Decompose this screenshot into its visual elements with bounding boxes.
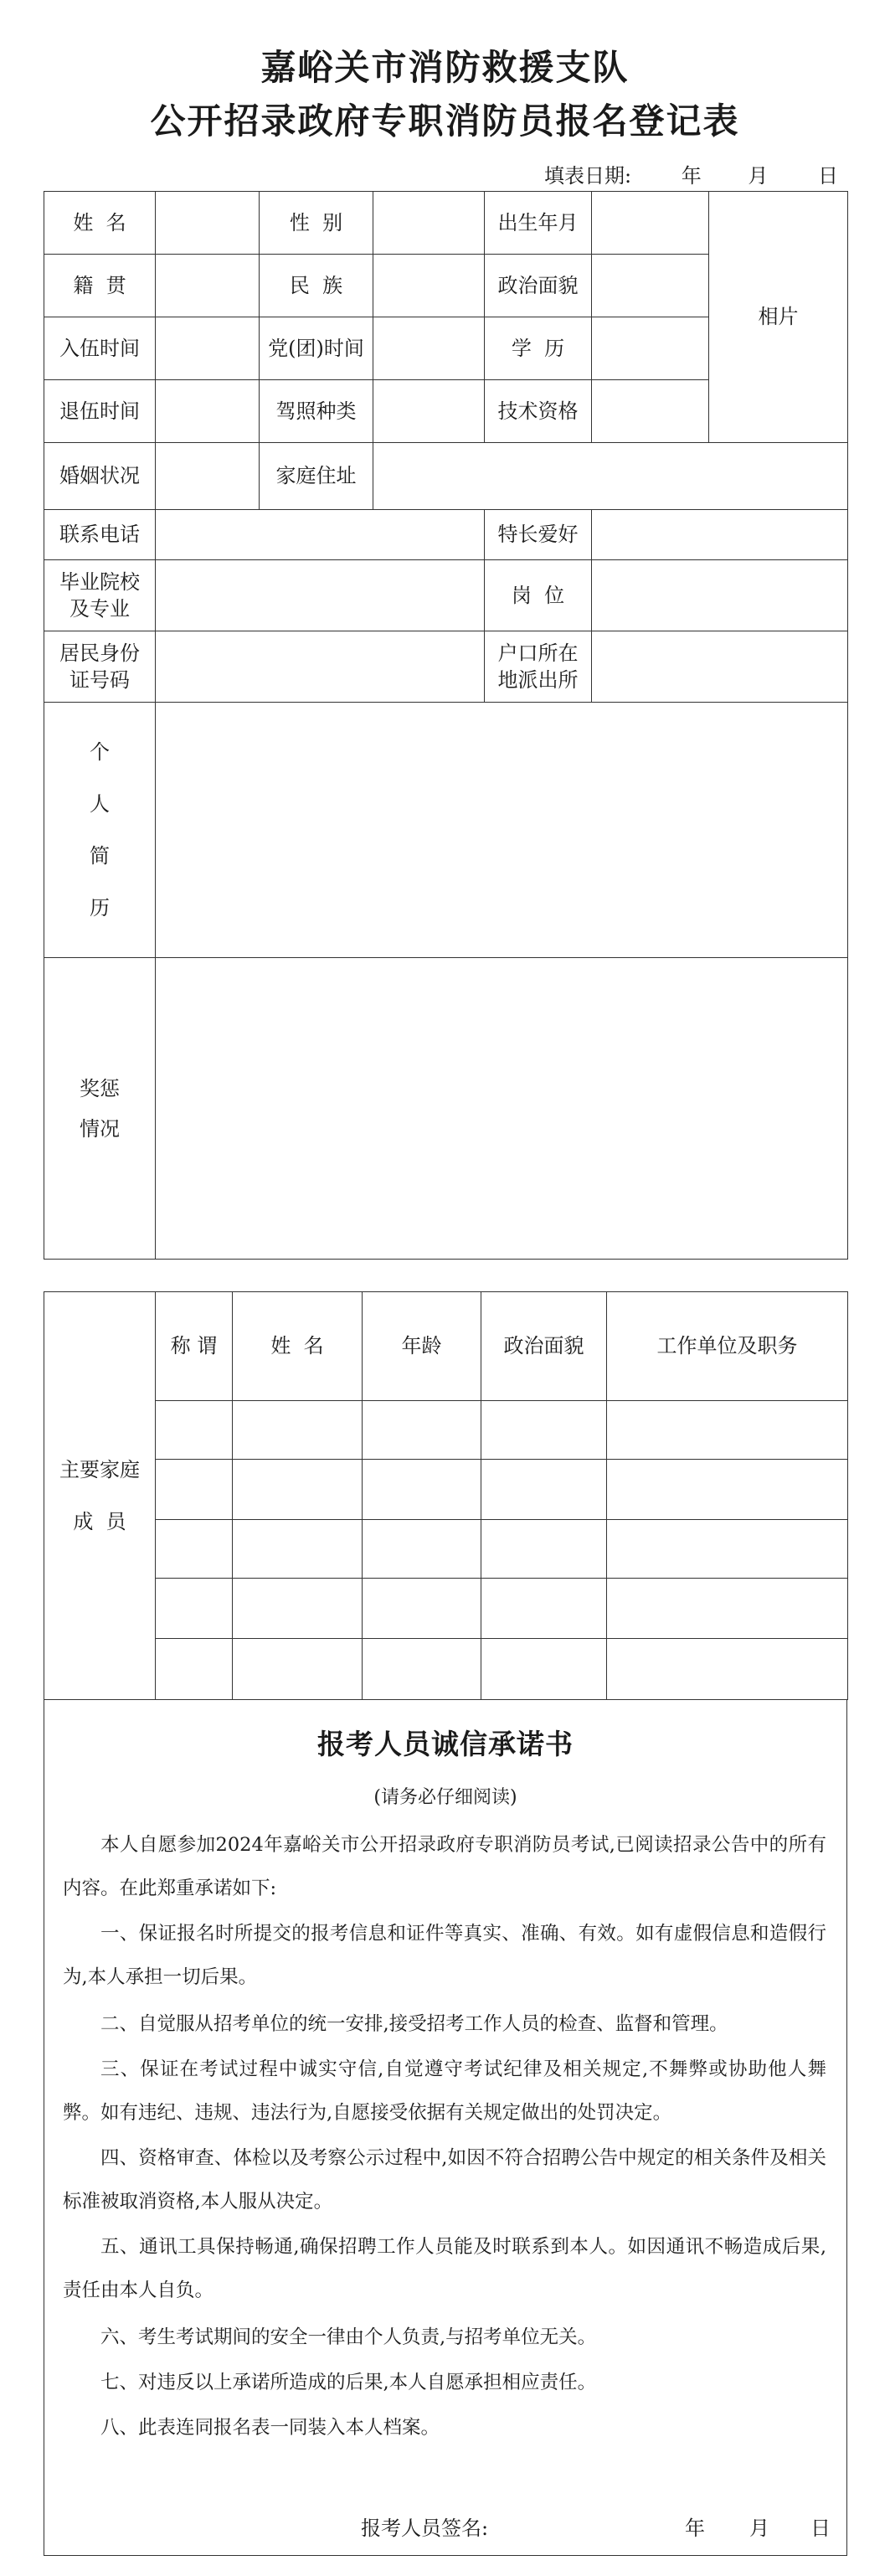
value-discharge[interactable] xyxy=(156,380,260,443)
family-label-line1: 主要家庭 xyxy=(59,1458,140,1481)
pledge-paragraph: 七、对违反以上承诺所造成的后果,本人自愿承担相应责任。 xyxy=(100,2372,597,2393)
label-school-line1: 毕业院校 xyxy=(59,569,140,594)
label-reward xyxy=(44,958,156,1260)
label-hobby: 特长爱好 xyxy=(485,510,592,560)
label-license: 驾照种类 xyxy=(260,380,373,443)
family-cell[interactable] xyxy=(481,1401,607,1460)
fill-date-month: 月 xyxy=(748,164,769,188)
value-skill[interactable] xyxy=(592,380,709,443)
family-cell[interactable] xyxy=(607,1520,848,1579)
value-address[interactable] xyxy=(373,443,848,510)
family-cell[interactable] xyxy=(607,1639,848,1700)
value-native[interactable] xyxy=(156,255,260,317)
family-row xyxy=(44,1401,848,1460)
family-cell[interactable] xyxy=(156,1520,233,1579)
value-name[interactable] xyxy=(156,192,260,255)
family-cell[interactable] xyxy=(481,1639,607,1700)
family-header-name: 姓 名 xyxy=(233,1292,363,1401)
pledge-paragraph: 二、自觉服从招考单位的统一安排,接受招考工作人员的检查、监督和管理。 xyxy=(100,2013,728,2035)
pledge-paragraph: 八、此表连同报名表一同装入本人档案。 xyxy=(100,2417,440,2439)
family-cell[interactable] xyxy=(481,1520,607,1579)
family-header-political: 政治面貌 xyxy=(481,1292,607,1401)
family-label xyxy=(44,1292,156,1700)
label-birth: 出生年月 xyxy=(485,192,592,255)
label-school-line2: 及专业 xyxy=(69,597,130,621)
value-birth[interactable] xyxy=(592,192,709,255)
label-id-line2: 证号码 xyxy=(69,668,130,692)
family-cell[interactable] xyxy=(156,1401,233,1460)
signature-field[interactable] xyxy=(513,2512,672,2538)
label-discharge: 退伍时间 xyxy=(44,380,156,443)
pledge-paragraph: 三、保证在考试过程中诚实守信,自觉遵守考试纪律及相关规定,不舞弊或协助他人舞弊。如有违纪、违规、违法行为,自愿接受依据有关规定做出的处罚决定。 xyxy=(63,2058,826,2124)
label-ethnic: 民 族 xyxy=(260,255,373,317)
fill-date-day: 日 xyxy=(818,164,839,188)
label-hukou xyxy=(485,631,592,703)
value-enlist[interactable] xyxy=(156,317,260,380)
family-cell[interactable] xyxy=(481,1460,607,1520)
pledge-title: 报考人员诚信承诺书 xyxy=(317,1728,574,1760)
label-enlist: 入伍时间 xyxy=(44,317,156,380)
family-header-age: 年龄 xyxy=(363,1292,481,1401)
pledge-paragraph: 四、资格审查、体检以及考察公示过程中,如因不符合招聘公告中规定的相关条件及相关标准被取消资格,本人服从决定。 xyxy=(63,2147,826,2213)
family-row xyxy=(44,1460,848,1520)
label-post: 岗 位 xyxy=(485,560,592,631)
family-cell[interactable] xyxy=(233,1401,363,1460)
label-hukou-line2: 地派出所 xyxy=(497,668,579,692)
photo-box[interactable]: 相片 xyxy=(709,192,848,443)
value-id[interactable] xyxy=(156,631,485,703)
value-ethnic[interactable] xyxy=(373,255,485,317)
label-skill: 技术资格 xyxy=(485,380,592,443)
value-hukou[interactable] xyxy=(592,631,848,703)
value-gender[interactable] xyxy=(373,192,485,255)
pledge-paragraph: 本人自愿参加2024年嘉峪关市公开招录政府专职消防员考试,已阅读招录公告中的所有内容。在此郑重承诺如下: xyxy=(63,1834,826,1899)
family-row xyxy=(44,1639,848,1700)
family-cell[interactable] xyxy=(607,1460,848,1520)
family-header-relation: 称 谓 xyxy=(156,1292,233,1401)
family-cell[interactable] xyxy=(363,1639,481,1700)
value-phone[interactable] xyxy=(156,510,485,560)
label-resume xyxy=(44,703,156,958)
label-resume-char: 简 xyxy=(90,844,110,868)
sign-month: 月 xyxy=(749,2517,769,2540)
family-cell[interactable] xyxy=(156,1460,233,1520)
family-header-work: 工作单位及职务 xyxy=(607,1292,848,1401)
family-cell[interactable] xyxy=(607,1401,848,1460)
label-reward-line2: 情况 xyxy=(80,1116,120,1141)
family-cell[interactable] xyxy=(363,1401,481,1460)
label-id-line1: 居民身份 xyxy=(59,641,140,665)
value-marriage[interactable] xyxy=(156,443,260,510)
label-school xyxy=(44,560,156,631)
family-cell[interactable] xyxy=(481,1579,607,1639)
family-cell[interactable] xyxy=(233,1639,363,1700)
value-education[interactable] xyxy=(592,317,709,380)
sign-day: 日 xyxy=(810,2517,831,2540)
pledge-paragraph: 六、考生考试期间的安全一律由个人负责,与招考单位无关。 xyxy=(100,2326,597,2348)
family-cell[interactable] xyxy=(156,1639,233,1700)
family-cell[interactable] xyxy=(363,1520,481,1579)
pledge-subtitle: (请务必仔细阅读) xyxy=(373,1787,517,1808)
family-cell[interactable] xyxy=(233,1520,363,1579)
family-cell[interactable] xyxy=(156,1579,233,1639)
label-education: 学 历 xyxy=(485,317,592,380)
value-post[interactable] xyxy=(592,560,848,631)
label-phone: 联系电话 xyxy=(44,510,156,560)
label-reward-line1: 奖惩 xyxy=(80,1076,120,1100)
integrity-pledge xyxy=(44,1699,847,2556)
signature-label: 报考人员签名: xyxy=(361,2517,489,2540)
label-political: 政治面貌 xyxy=(485,255,592,317)
sign-year: 年 xyxy=(685,2517,705,2540)
label-marriage: 婚姻状况 xyxy=(44,443,156,510)
family-label-line2: 成 员 xyxy=(73,1510,126,1533)
label-id xyxy=(44,631,156,703)
value-school[interactable] xyxy=(156,560,485,631)
value-hobby[interactable] xyxy=(592,510,848,560)
family-cell[interactable] xyxy=(363,1579,481,1639)
pledge-paragraph: 一、保证报名时所提交的报考信息和证件等真实、准确、有效。如有虚假信息和造假行为,本人承担一切后果。 xyxy=(63,1923,826,1988)
family-table xyxy=(44,1291,848,1700)
family-cell[interactable] xyxy=(233,1460,363,1520)
family-cell[interactable] xyxy=(363,1460,481,1520)
family-cell[interactable] xyxy=(233,1579,363,1639)
fill-date xyxy=(544,159,838,188)
fill-date-year: 年 xyxy=(681,164,702,188)
fill-date-label: 填表日期: xyxy=(544,164,632,188)
family-cell[interactable] xyxy=(607,1579,848,1639)
value-party[interactable] xyxy=(373,317,485,380)
value-political[interactable] xyxy=(592,255,709,317)
label-hukou-line1: 户口所在 xyxy=(497,641,579,665)
family-row xyxy=(44,1579,848,1639)
label-address: 家庭住址 xyxy=(260,443,373,510)
pledge-paragraph: 五、通讯工具保持畅通,确保招聘工作人员能及时联系到本人。如因通讯不畅造成后果,责任由本人自负。 xyxy=(63,2236,826,2301)
value-license[interactable] xyxy=(373,380,485,443)
label-resume-char: 历 xyxy=(90,896,110,920)
label-party: 党(团)时间 xyxy=(260,317,373,380)
value-resume[interactable] xyxy=(156,703,848,958)
family-row xyxy=(44,1520,848,1579)
registration-form xyxy=(44,191,848,1260)
title-line1: 嘉峪关市消防救援支队 xyxy=(260,47,630,88)
label-name: 姓 名 xyxy=(44,192,156,255)
label-gender: 性 别 xyxy=(260,192,373,255)
label-resume-char: 个 xyxy=(90,740,110,764)
label-native: 籍 贯 xyxy=(44,255,156,317)
label-resume-char: 人 xyxy=(90,792,110,816)
value-reward[interactable] xyxy=(156,958,848,1260)
title-line2: 公开招录政府专职消防员报名登记表 xyxy=(150,100,740,142)
